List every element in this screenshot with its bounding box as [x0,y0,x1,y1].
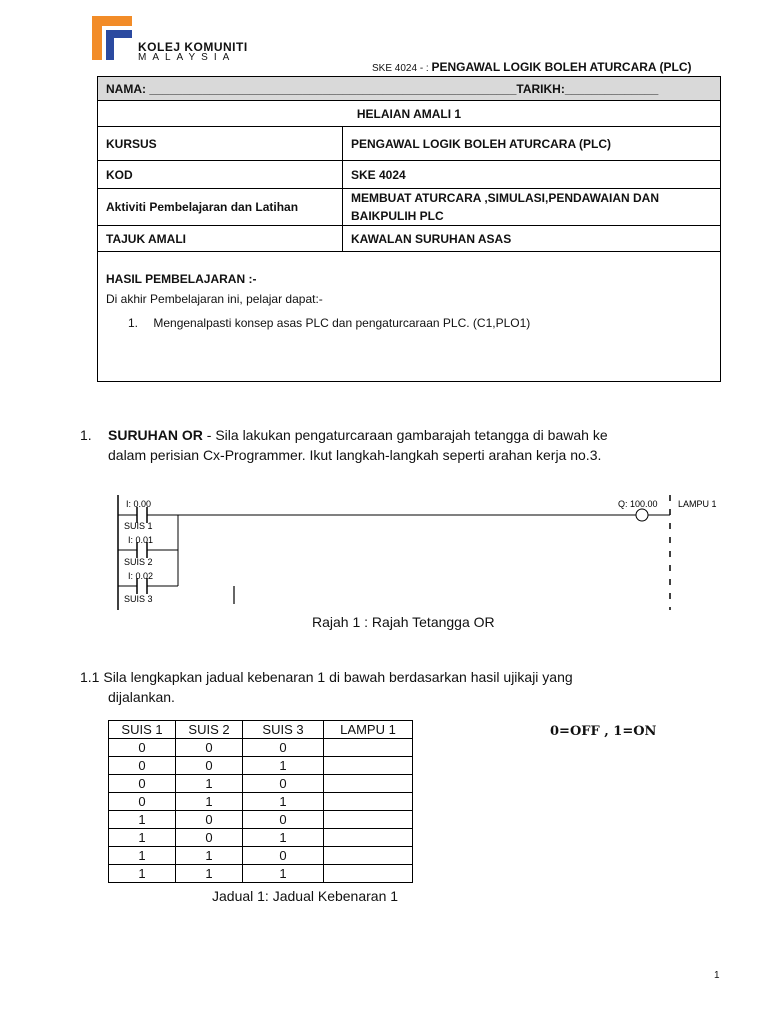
cell: 1 [176,865,243,883]
logo-line2: MALAYSIA [138,52,236,63]
cell: 1 [109,865,176,883]
learning-outcome-cell [98,252,721,382]
q1-text1: - Sila lakukan pengaturcaraan gambarajah tetangga di bawah ke [202,427,608,443]
output-coil [636,509,648,521]
truth-table-caption: Jadual 1: Jadual Kebenaran 1 [212,888,399,904]
table-row [109,775,413,793]
lampu-cell[interactable] [324,739,413,757]
lampu-cell[interactable] [324,793,413,811]
lampu-cell[interactable] [324,829,413,847]
item-number: 1. [128,316,139,330]
cell: 0 [176,811,243,829]
row-value-kod: SKE 4024 [343,161,721,189]
cell: 0 [109,793,176,811]
lampu-cell[interactable] [324,757,413,775]
cell: 1 [176,775,243,793]
cell: 1 [243,793,324,811]
college-logo-mark [92,16,132,60]
cell: 0 [109,775,176,793]
nama-tarikh-row: NAMA: _______________________________________________________TARIKH:______________ [98,77,721,101]
table-row [109,829,413,847]
row-value-aktiviti: MEMBUAT ATURCARA ,SIMULASI,PENDAWAIAN DAN BAIKPULIH PLC [343,189,721,226]
q11-line2: dijalankan. [108,689,175,705]
header-suis-1: SUIS 1 [109,721,176,739]
doc-code: SKE 4024 - : [372,63,429,74]
lampu-cell[interactable] [324,865,413,883]
cell: 0 [243,775,324,793]
lampu-cell[interactable] [324,775,413,793]
input-3-name: SUIS 3 [124,594,153,604]
cell: 0 [176,757,243,775]
row-label-kursus: KURSUS [98,127,343,161]
q11-text [80,667,730,707]
input-1-address: I: 0.00 [126,499,152,509]
ladder-caption: Rajah 1 : Rajah Tetangga OR [312,614,495,630]
cell: 1 [243,829,324,847]
learning-outcome-item [106,316,712,330]
cell: 0 [243,739,324,757]
table-row [109,847,413,865]
q1-text2: dalam perisian Cx-Programmer. Ikut langkah-langkah seperti arahan kerja no.3. [108,447,602,463]
q1-bold: SURUHAN OR [108,427,203,443]
q11-line1: 1.1 Sila lengkapkan jadual kebenaran 1 di bawah berdasarkan hasil ujikaji yang [80,669,573,685]
row-value-kursus: PENGAWAL LOGIK BOLEH ATURCARA (PLC) [343,127,721,161]
table-row [109,865,413,883]
cell: 0 [176,829,243,847]
table-row [109,811,413,829]
cell: 0 [109,739,176,757]
cell: 1 [109,811,176,829]
header-suis-3: SUIS 3 [243,721,324,739]
learning-outcome-title: HASIL PEMBELAJARAN :- [106,272,257,286]
item-text: Mengenalpasti konsep asas PLC dan pengaturcaraan PLC. (C1,PLO1) [153,316,531,330]
helaian-title: HELAIAN AMALI 1 [98,101,721,127]
header-lampu-1: LAMPU 1 [324,721,413,739]
cell: 0 [243,847,324,865]
document-header [372,60,691,74]
learning-outcome-sub: Di akhir Pembelajaran ini, pelajar dapat:- [106,292,323,306]
table-row [109,793,413,811]
table-row [109,739,413,757]
logo-line1: KOLEJ KOMUNITI [138,40,248,54]
cell: 0 [176,739,243,757]
cell: 0 [109,757,176,775]
doc-title: PENGAWAL LOGIK BOLEH ATURCARA (PLC) [431,60,692,74]
q1-number: 1. [80,427,92,443]
input-1-name: SUIS 1 [124,521,153,531]
input-2-address: I: 0.01 [128,535,154,545]
ladder-diagram [0,490,768,615]
cell: 1 [176,847,243,865]
cell: 1 [109,847,176,865]
lampu-cell[interactable] [324,811,413,829]
truth-table [108,720,413,883]
page-number: 1 [714,970,720,981]
cell: 0 [243,811,324,829]
cell: 1 [243,757,324,775]
output-address: Q: 100.00 [618,499,658,509]
truth-header-row [109,721,413,739]
input-3-address: I: 0.02 [128,571,154,581]
cell: 1 [176,793,243,811]
row-label-kod: KOD [98,161,343,189]
q1-text [108,425,728,465]
lampu-cell[interactable] [324,847,413,865]
header-suis-2: SUIS 2 [176,721,243,739]
table-row [109,757,413,775]
output-name: LAMPU 1 [678,499,717,509]
input-2-name: SUIS 2 [124,557,153,567]
cell: 1 [109,829,176,847]
legend-text: 0=OFF , 1=ON [550,724,657,739]
cell: 1 [243,865,324,883]
row-label-aktiviti: Aktiviti Pembelajaran dan Latihan [98,189,343,226]
row-label-tajuk: TAJUK AMALI [98,226,343,252]
row-value-tajuk: KAWALAN SURUHAN ASAS [343,226,721,252]
info-table [97,76,721,382]
